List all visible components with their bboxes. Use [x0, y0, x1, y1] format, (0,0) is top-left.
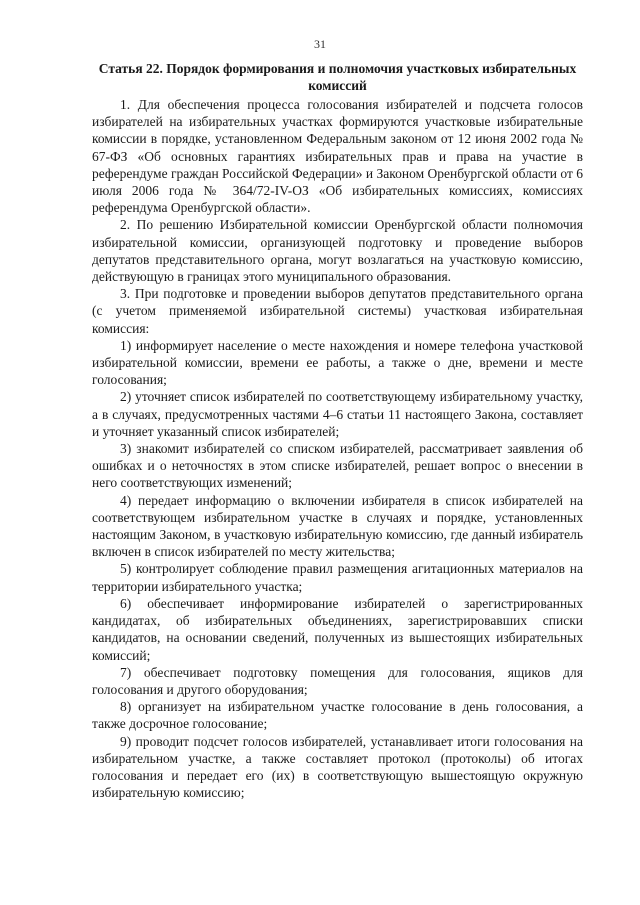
list-item-2: 2) уточняет список избирателей по соответствующему избирательному участку, а в случаях, предусмотренных частями 4–6 статьи 11 настоящего Закона, составляет и уточняет указанный список избирателей;	[92, 389, 583, 439]
list-item-8: 8) организует на избирательном участке голосование в день голосования, а также досрочное голосование;	[92, 699, 583, 732]
list-item-4: 4) передает информацию о включении избирателя в список избирателей на соответствующем избирательном участке в случаях и порядке, установленных настоящим Законом, в участковую избирательную комиссию, где данный избиратель включен в список избирателей по месту жительства;	[92, 492, 583, 560]
list-item-3: 3) знакомит избирателей со списком избирателей, рассматривает заявления об ошибках и о неточностях в этом списке избирателей, решает вопрос о внесении в него соответствующих изменений;	[92, 441, 583, 491]
paragraph-2: 2. По решению Избирательной комиссии Оренбургской области полномочия избирательной комиссии, организующей подготовку и проведение выборов депутатов представительного органа, могут возлагаться на участковую комиссию, действующую в границах этого муниципального образования.	[92, 217, 583, 285]
list-item-9: 9) проводит подсчет голосов избирателей, устанавливает итоги голосования на избирательном участке, а также составляет протокол (протоколы) об итогах голосования и передает его (их) в соответствующую вышестоящую окружную избирательную комиссию;	[92, 733, 583, 801]
article-title: Статья 22. Порядок формирования и полномочия участковых избирательных комиссий	[98, 61, 577, 93]
list-item-6: 6) обеспечивает информирование избирателей о зарегистрированных кандидатах, об избирательных объединениях, зарегистрировавших списки кандидатов, на основании сведений, полученных из вышестоящих избирательных комиссий;	[92, 595, 583, 663]
article-body	[92, 60, 583, 801]
paragraph-3: 3. При подготовке и проведении выборов депутатов представительного органа (с учетом применяемой избирательной системы) участковая избирательная комиссия:	[92, 286, 583, 336]
list-item-1: 1) информирует население о месте нахождения и номере телефона участковой избирательной комиссии, времени ее работы, а также о дне, времени и месте голосования;	[92, 337, 583, 388]
page-number: 31	[314, 37, 326, 51]
list-item-7: 7) обеспечивает подготовку помещения для голосования, ящиков для голосования и другого оборудования;	[92, 664, 583, 697]
paragraph-1: 1. Для обеспечения процесса голосования избирателей и подсчета голосов избирателей на избирательных участках формируются участковые избирательные комиссии в порядке, установленном Федеральным законом от 12 июня 2002 года № 67-ФЗ «Об основных гарантиях избирательных прав и права на участие в референдуме граждан Российской Федерации» и Законом Оренбургской области от 6 июля 2006 года № 364/72-IV-ОЗ «Об избирательных комиссиях, комиссиях референдума Оренбургской области».	[92, 97, 583, 216]
list-item-5: 5) контролирует соблюдение правил размещения агитационных материалов на территории избирательного участка;	[92, 561, 583, 594]
